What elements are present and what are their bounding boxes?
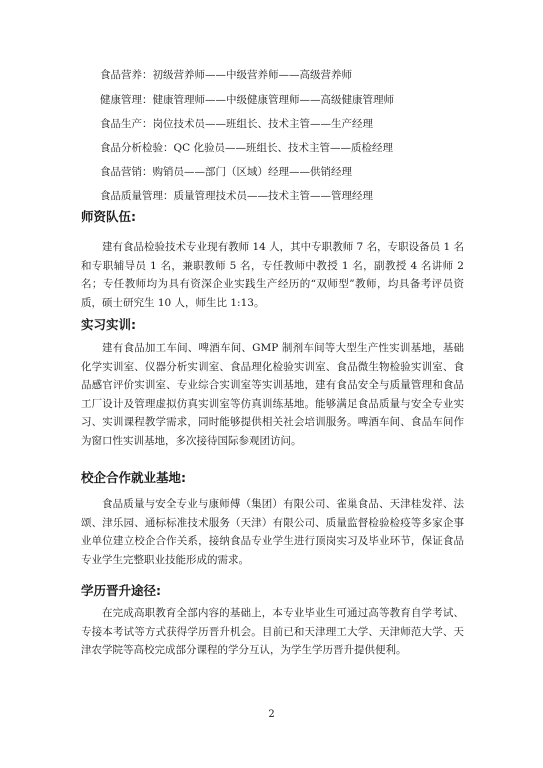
career-path-food-nutrition: 食品营养：初级营养师——中级营养师——高级营养师	[100, 69, 352, 81]
career-path-food-production: 食品生产：岗位技术员——班组长、技术主管——生产经理	[100, 118, 373, 130]
page-number: 2	[268, 709, 275, 720]
cooperation-paragraph: 食品质量与安全专业与康师傅（集团）有限公司、雀巢食品、天津桂发祥、法颂、津乐园、通标标准技术服务（天津）有限公司、质量监督检验检疫等多家企事业单位建立校企合作关系，接纳食品专业学生进行顶岗实习及毕业环节，保证食品专业学生完整职业技能形成的需求。	[81, 498, 464, 566]
degree-heading: 学历晋升途径:	[81, 583, 161, 598]
faculty-paragraph: 建有食品检验技术专业现有教师 14 人，其中专职教师 7 名，专职设备员 1 名和专职辅导员 1 名，兼职教师 5 名，专任教师中教授 1 名，副教授 4 名讲师 2 名；专任教师均为具有资深企业实践生产经历的“双师型”教师，均具备考评员资质，硕士研究生 10 人，师生比 1:13。	[81, 241, 464, 309]
faculty-heading: 师资队伍:	[81, 209, 136, 224]
career-path-food-marketing: 食品营销：购销员——部门（区域）经理——供销经理	[100, 166, 352, 178]
cooperation-heading: 校企合作就业基地:	[81, 470, 186, 485]
career-path-food-analysis: 食品分析检验：QC 化验员——班组长、技术主管——质检经理	[100, 142, 393, 154]
training-heading: 实习实训:	[81, 317, 136, 332]
degree-paragraph: 在完成高职教育全部内容的基础上，本专业毕业生可通过高等教育自学考试、专接本考试等方式获得学历晋升机会。目前已和天津理工大学、天津师范大学、天津农学院等高校完成部分课程的学分互认，为学生学历晋升提供便利。	[81, 607, 464, 656]
career-path-health-management: 健康管理：健康管理师——中级健康管理师——高级健康管理师	[100, 94, 394, 106]
training-paragraph: 建有食品加工车间、啤酒车间、GMP 制剂车间等大型生产性实训基地，基础化学实训室、仪器分析实训室、食品理化检验实训室、食品微生物检验实训室、食品感官评价实训室、专业综合实训室等实训基地，建有食品安全与质量管理和食品工厂设计及管理虚拟仿真实训室等仿真训练基地。能够满足食品质量与安全专业实习、实训课程教学需求，同时能够提供相关社会培训服务。啤酒车间、食品车间作为窗口性实训基地，多次接待国际参观团访问。	[81, 342, 464, 447]
career-path-quality-management: 食品质量管理：质量管理技术员——技术主管——管理经理	[100, 190, 373, 202]
